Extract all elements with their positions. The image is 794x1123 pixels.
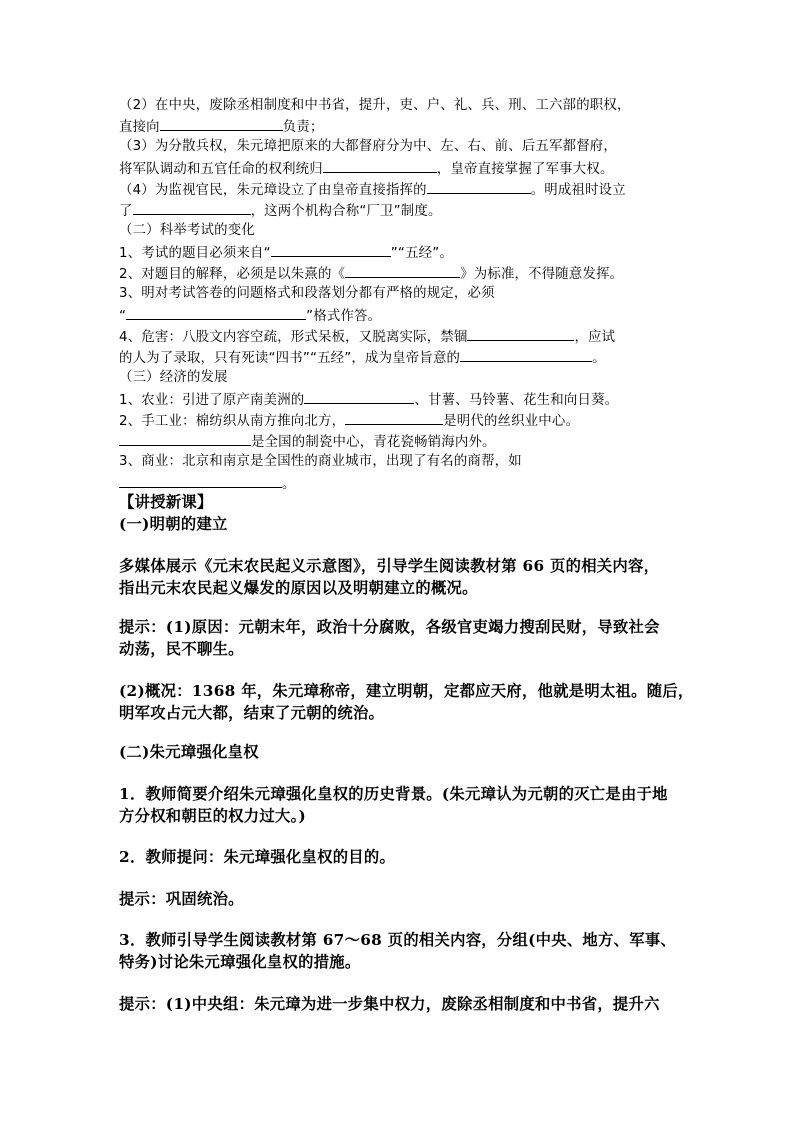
text-line-q2: （2）在中央，废除丞相制度和中书省，提升，吏、户、礼、兵、刑、工六部的职权， (119, 98, 631, 113)
paragraph-line: 方分权和朝臣的权力过大。) (119, 807, 307, 825)
paragraph-line: 动荡，民不聊生。 (119, 640, 244, 658)
fill-blank[interactable] (427, 179, 531, 194)
text-fragment: 。 (282, 477, 296, 492)
text-line-q3: （3）为分散兵权，朱元璋把原来的大都督府分为中、左、右、前、后五军都督府， (119, 139, 617, 154)
text-fragment: 4、危害：八股文内容空疏，形式呆板，又脱离实际，禁锢 (119, 330, 468, 345)
text-fragment: 了 (119, 204, 133, 219)
paragraph-line: 提示：巩固统治。 (119, 890, 244, 908)
text-line-exam-4 (119, 326, 615, 347)
text-fragment: “ (119, 309, 127, 324)
paragraph-line: 特务)讨论朱元璋强化皇权的措施。 (119, 953, 361, 971)
fill-blank[interactable] (160, 116, 283, 131)
fill-blank[interactable] (119, 431, 251, 446)
text-fragment: 是全国的制瓷中心，青花瓷畅销海内外。 (251, 435, 496, 450)
text-line-agriculture (119, 389, 618, 410)
fill-blank[interactable] (323, 158, 437, 173)
text-line-q2b (119, 116, 324, 137)
text-fragment: 将军队调动和五官任命的权利统归 (119, 162, 323, 177)
fill-blank[interactable] (467, 326, 574, 341)
paragraph-line: 明军攻占元大都，结束了元朝的统治。 (119, 704, 385, 722)
text-line-handicraft-2 (119, 431, 496, 452)
fill-blank[interactable] (345, 410, 443, 425)
paragraph-line: 1．教师简要介绍朱元璋强化皇权的历史背景。(朱元璋认为元朝的灭亡是由于地 (119, 785, 668, 803)
paragraph-line: 提示：(1)中央组：朱元璋为进一步集中权力，废除丞相制度和中书省，提升六 (119, 995, 660, 1013)
text-fragment: ，这两个机构合称“厂卫”制度。 (250, 204, 442, 219)
text-fragment: 1、农业：引进了原产南美洲的 (119, 393, 305, 408)
fill-blank[interactable] (460, 347, 592, 362)
text-fragment: ，皇帝直接掌握了军事大权。 (436, 162, 614, 177)
text-fragment: 、甘薯、马铃薯、花生和向日葵。 (414, 393, 619, 408)
text-line-exam-3: 3、明对考试答卷的问题格式和段落划分都有严格的规定，必须 (119, 286, 495, 301)
text-fragment: 是明代的丝织业中心。 (443, 414, 580, 429)
text-fragment: 负责； (282, 120, 324, 135)
text-fragment: ，应试 (574, 330, 616, 345)
fill-blank[interactable] (271, 242, 391, 257)
text-line-exam-2 (119, 263, 623, 284)
section-heading-lesson: 【讲授新课】 (119, 493, 213, 511)
text-line-exam-4b (119, 347, 606, 368)
subsection-title-ming-founding: (一)明朝的建立 (119, 515, 228, 533)
fill-blank[interactable] (126, 305, 306, 320)
fill-blank[interactable] (304, 389, 414, 404)
paragraph-line: 指出元末农民起义爆发的原因以及明朝建立的概况。 (119, 579, 478, 597)
text-fragment: 1、考试的题目必须来自“ (119, 246, 271, 261)
text-line-q4b (119, 200, 442, 221)
text-fragment: 。 (592, 351, 606, 366)
fill-blank[interactable] (119, 473, 282, 488)
paragraph-line: (2)概况：1368 年，朱元璋称帝，建立明朝，定都应天府，他就是明太祖。随后， (119, 682, 694, 700)
text-line-exam-3b (119, 305, 381, 326)
text-line-exam-1 (119, 242, 453, 263)
fill-blank[interactable] (345, 263, 460, 278)
fill-blank[interactable] (133, 200, 251, 215)
text-line-handicraft (119, 410, 579, 431)
paragraph-line: 提示：(1)原因：元朝末年，政治十分腐败，各级官吏竭力搜刮民财，导致社会 (119, 618, 660, 636)
section-heading-exam: （二）科举考试的变化 (119, 223, 255, 238)
text-fragment: 直接向 (119, 120, 160, 135)
text-fragment: 》为标准，不得随意发挥。 (460, 267, 624, 282)
text-fragment: 2、对题目的解释，必须是以朱熹的《 (119, 267, 346, 282)
text-fragment: 2、手工业：棉纺织从南方推向北方， (119, 414, 346, 429)
paragraph-line: 3．教师引导学生阅读教材第 67～68 页的相关内容，分组(中央、地方、军事、 (119, 931, 677, 949)
text-fragment: （4）为监视官民，朱元璋设立了由皇帝直接指挥的 (119, 183, 427, 198)
text-fragment: ”“五经”。 (390, 246, 453, 261)
text-line-commerce: 3、商业：北京和南京是全国性的商业城市，出现了有名的商帮，如 (119, 454, 522, 469)
paragraph-line: 多媒体展示《元末农民起义示意图》，引导学生阅读教材第 66 页的相关内容， (119, 557, 660, 575)
paragraph-line: 2．教师提问：朱元璋强化皇权的目的。 (119, 848, 396, 866)
text-fragment: ”格式作答。 (306, 309, 382, 324)
text-fragment: 的人为了录取，只有死读“四书”“五经”，成为皇帝旨意的 (119, 351, 461, 366)
text-line-q3b (119, 158, 614, 179)
text-line-q4 (119, 179, 626, 200)
subsection-title-imperial-power: (二)朱元璋强化皇权 (119, 743, 259, 761)
text-fragment: 。明成祖时设立 (530, 183, 626, 198)
section-heading-economy: （三）经济的发展 (119, 370, 228, 385)
